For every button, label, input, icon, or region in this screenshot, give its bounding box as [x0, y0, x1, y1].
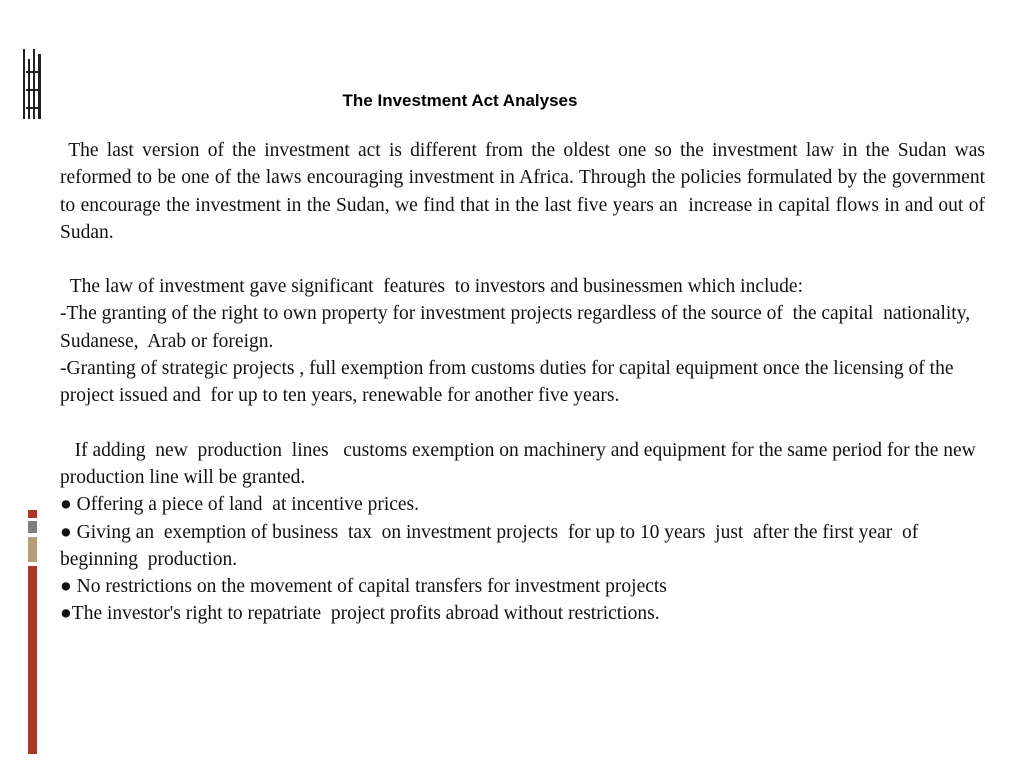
corner-grid-mark-icon	[23, 49, 41, 119]
paragraph-intro: The last version of the investment act is different from the oldest one so the investment law in the Sudan was reformed to be one of the laws encouraging investment in Africa. Through the policies formulated by the government to encourage the investment in the Sudan, we find that in the last five years an increase in capital flows in and out of Sudan.	[60, 140, 990, 243]
features-intro: The law of investment gave significant features to investors and businessmen which include:	[60, 276, 803, 298]
accent-bar-tan	[28, 537, 37, 562]
feature-item-property: -The granting of the right to own property for investment projects regardless of the source of the capital nationality, Sudanese, Arab or foreign.	[60, 303, 975, 352]
bullet-item-transfers: ● No restrictions on the movement of capital transfers for investment projects	[60, 576, 667, 598]
slide-title: The Investment Act Analyses	[342, 91, 578, 110]
paragraph-production-lines: If adding new production lines customs exemption on machinery and equipment for the same period for the new production line will be granted.	[60, 439, 981, 488]
paragraph-gap	[60, 410, 985, 437]
bullet-item-tax: ● Giving an exemption of business tax on investment projects for up to 10 years just after the first year of beginning production.	[60, 521, 924, 570]
accent-bar-red-top	[28, 510, 37, 518]
slide-body	[60, 137, 990, 628]
left-accent-bars	[28, 510, 38, 756]
feature-item-strategic: -Granting of strategic projects , full exemption from customs duties for capital equipment once the licensing of the project issued and for up to ten years, renewable for another five years.	[60, 358, 959, 407]
accent-bar-grey	[28, 521, 37, 533]
bullet-item-land: ● Offering a piece of land at incentive prices.	[60, 494, 420, 516]
accent-bar-red-long	[28, 566, 37, 754]
bullet-item-repatriate: ●The investor's right to repatriate project profits abroad without restrictions.	[60, 603, 660, 625]
paragraph-gap	[60, 246, 985, 273]
